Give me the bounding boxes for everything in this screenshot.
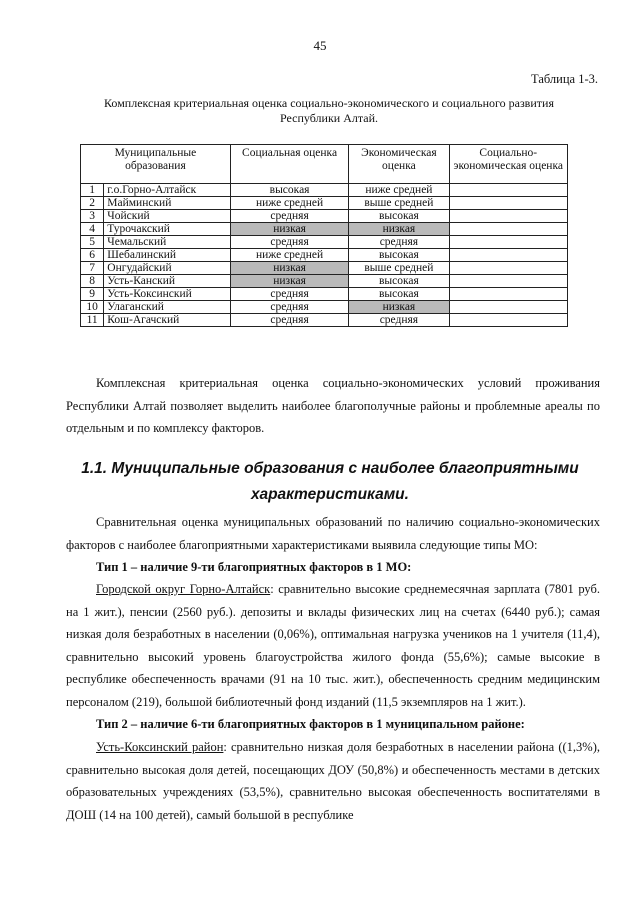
row-social-score: низкая: [230, 223, 348, 236]
type1-heading-text: Тип 1 – наличие 9-ти благоприятных факторов в 1 МО:: [96, 560, 412, 574]
row-economic-score: средняя: [349, 236, 449, 249]
row-socio-economic-score: [449, 314, 567, 327]
row-socio-economic-score: [449, 275, 567, 288]
type2-heading: [66, 713, 600, 736]
table-row: [81, 249, 568, 262]
type1-heading: [66, 556, 600, 579]
row-socio-economic-score: [449, 223, 567, 236]
table-label: Таблица 1-3.: [531, 72, 598, 86]
row-municipality: Улаганский: [104, 301, 231, 314]
table-row: [81, 197, 568, 210]
header-economic: Экономическая оценка: [349, 145, 449, 184]
row-social-score: низкая: [230, 275, 348, 288]
row-social-score: высокая: [230, 184, 348, 197]
row-social-score: средняя: [230, 210, 348, 223]
intro-paragraph: [66, 372, 600, 440]
row-economic-score: низкая: [349, 301, 449, 314]
table-row: [81, 301, 568, 314]
row-number: 8: [81, 275, 104, 288]
table-row: [81, 314, 568, 327]
row-number: 3: [81, 210, 104, 223]
table-row: [81, 288, 568, 301]
table-caption: Комплексная критериальная оценка социально-экономического и социального развития Республики Алтай.: [104, 96, 554, 125]
row-socio-economic-score: [449, 236, 567, 249]
table-row: [81, 262, 568, 275]
row-number: 9: [81, 288, 104, 301]
row-municipality: Кош-Агачский: [104, 314, 231, 327]
row-number: 6: [81, 249, 104, 262]
row-economic-score: высокая: [349, 210, 449, 223]
header-municipalities: Муниципальные образования: [81, 145, 231, 184]
row-social-score: средняя: [230, 314, 348, 327]
table-body: [81, 184, 568, 327]
row-number: 11: [81, 314, 104, 327]
row-socio-economic-score: [449, 262, 567, 275]
header-social: Социальная оценка: [230, 145, 348, 184]
row-number: 10: [81, 301, 104, 314]
row-economic-score: высокая: [349, 275, 449, 288]
row-economic-score: высокая: [349, 288, 449, 301]
row-socio-economic-score: [449, 288, 567, 301]
page-number: 45: [313, 38, 327, 53]
comparison-text: Сравнительная оценка муниципальных образований по наличию социально-экономических факторов с наиболее благоприятными характеристиками выявила следующие типы МО:: [66, 515, 600, 552]
row-economic-score: средняя: [349, 314, 449, 327]
row-number: 4: [81, 223, 104, 236]
row-municipality: Шебалинский: [104, 249, 231, 262]
row-socio-economic-score: [449, 249, 567, 262]
row-municipality: Турочакский: [104, 223, 231, 236]
comparison-paragraph: [66, 511, 600, 556]
type2-text: : сравнительно низкая доля безработных в населении района ((1,3%), сравнительно высокая доля детей, посещающих ДОУ (50,8%) и обеспеченность местами в детских образовательных учреждениях (53,5%), сравнительно высокая обеспеченность воспитателями в ДОШ (14 на 100 детей), самый большой в республике: [66, 740, 600, 822]
header-socio-economic: Социально-экономическая оценка: [449, 145, 567, 184]
table-row: [81, 210, 568, 223]
row-socio-economic-score: [449, 184, 567, 197]
row-number: 1: [81, 184, 104, 197]
table-row: [81, 223, 568, 236]
type1-subject: Городской округ Горно-Алтайск: [96, 582, 271, 596]
row-municipality: Чемальский: [104, 236, 231, 249]
type1-text: : сравнительно высокие среднемесячная зарплата (7801 руб. на 1 жит.), пенсии (2560 руб.). депозиты и вклады физических лиц на счетах (6440 руб.); самая низкая доля безработных в населении (0,06%), оптимальная нагрузка учеников на 1 учителя (11,4), сравнительно высокий уровень благоустройства жилого фонда (55,6%); самые высокие в республике обеспеченность врачами (91 на 10 тыс. жит.), обеспеченность средним медицинским персоналом (219), большой библиотечный фонд изданий (11,5 экземпляров на 1 жит.).: [66, 582, 600, 709]
row-economic-score: низкая: [349, 223, 449, 236]
row-social-score: ниже средней: [230, 197, 348, 210]
row-socio-economic-score: [449, 301, 567, 314]
type2-heading-text: Тип 2 – наличие 6-ти благоприятных факторов в 1 муниципальном районе:: [96, 717, 525, 731]
intro-text: Комплексная критериальная оценка социально-экономических условий проживания Республики Алтай позволяет выделить наиболее благополучные районы и проблемные ареалы по отдельным и по комплексу факторов.: [66, 376, 600, 435]
row-social-score: ниже средней: [230, 249, 348, 262]
section-title: 1.1. Муниципальные образования с наиболее благоприятными характеристиками.: [81, 460, 579, 503]
table-row: [81, 236, 568, 249]
assessment-table: [80, 144, 568, 327]
row-number: 5: [81, 236, 104, 249]
row-economic-score: ниже средней: [349, 184, 449, 197]
table-header-row: [81, 145, 568, 184]
row-municipality: Усть-Канский: [104, 275, 231, 288]
row-socio-economic-score: [449, 197, 567, 210]
type2-subject: Усть-Коксинский район: [96, 740, 224, 754]
row-socio-economic-score: [449, 210, 567, 223]
row-economic-score: выше средней: [349, 262, 449, 275]
row-municipality: Чойский: [104, 210, 231, 223]
row-municipality: Майминский: [104, 197, 231, 210]
table-row: [81, 184, 568, 197]
row-number: 7: [81, 262, 104, 275]
row-social-score: средняя: [230, 236, 348, 249]
row-economic-score: выше средней: [349, 197, 449, 210]
row-social-score: средняя: [230, 301, 348, 314]
type2-paragraph: [66, 736, 600, 826]
row-number: 2: [81, 197, 104, 210]
row-social-score: средняя: [230, 288, 348, 301]
row-economic-score: высокая: [349, 249, 449, 262]
row-social-score: низкая: [230, 262, 348, 275]
row-municipality: Усть-Коксинский: [104, 288, 231, 301]
type1-paragraph: [66, 578, 600, 713]
table-row: [81, 275, 568, 288]
row-municipality: г.о.Горно-Алтайск: [104, 184, 231, 197]
row-municipality: Онгудайский: [104, 262, 231, 275]
